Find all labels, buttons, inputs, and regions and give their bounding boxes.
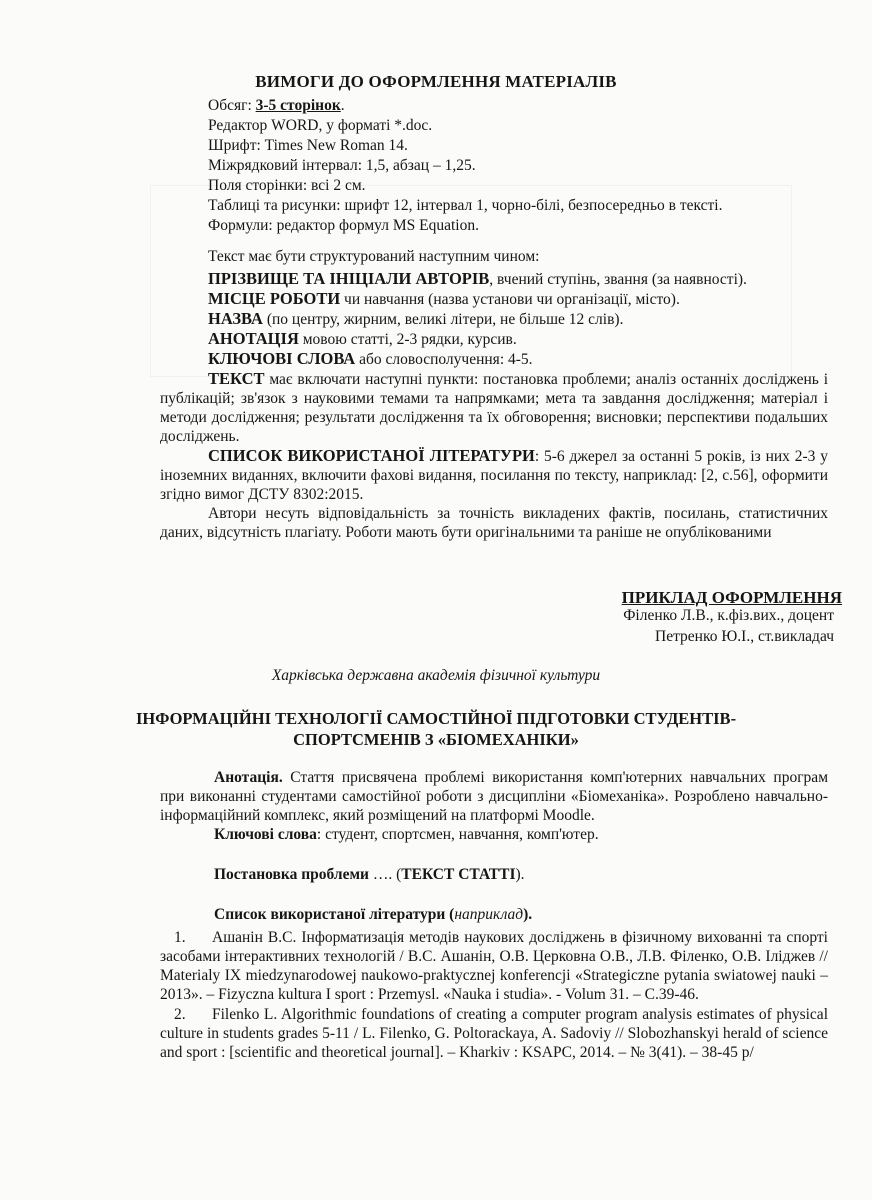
requirement-spacing: Міжрядковий інтервал: 1,5, абзац – 1,25. [208, 157, 476, 174]
abstract-paragraph: Анотація. Стаття присвячена проблемі використання комп'ютерних навчальних програм при виконанні студентами самостійної роботи з дисципліни «Біомеханіка». Розроблено навчально-інформаційний комплекс, який розміщений на платформі Moodle. [160, 769, 828, 824]
requirement-editor: Редактор WORD, у форматі *.doc. [208, 117, 433, 134]
structure-workplace: МІСЦЕ РОБОТИ чи навчання (назва установи чи організації, місто). [208, 289, 680, 308]
references-heading: Список використаної літератури (наприклад). [214, 906, 533, 923]
requirements-list [208, 96, 828, 236]
author-1: Філенко Л.В., к.фіз.вих., доцент [623, 607, 834, 624]
reference-item: 2. Filenko L. Algorithmic foundations of creating a computer program analysis estimates of physical culture in students grades 5-11 / L. Filenko, G. Poltorackaya, A. Sadoviy // Slobozhanskyi herald of science and sport : [scientific and theoretical journal]. – Kharkiv : KSAPC, 2014. – № 3(41). – 38-45 р/ [160, 1006, 828, 1061]
structure-references: СПИСОК ВИКОРИСТАНОЇ ЛІТЕРАТУРИ: 5-6 джерел за останні 5 років, із них 2-3 у іноземних виданнях, включити фахові видання, посилання по тексту, наприклад: [2, с.56], оформити згідно вимог ДСТУ 8302:2015. [160, 446, 828, 503]
references-list [160, 928, 828, 1063]
structure-text: ТЕКСТ має включати наступні пункти: постановка проблеми; аналіз останніх досліджень і публікацій; зв'язок з науковими темами та напрямками; мета та завдання дослідження; матеріал і методи дослідження; результати дослідження та їх обговорення; висновки; перспективи подальших досліджень. [160, 369, 828, 445]
article-title: ІНФОРМАЦІЙНІ ТЕХНОЛОГІЇ САМОСТІЙНОЇ ПІДГОТОВКИ СТУДЕНТІВ- СПОРТСМЕНІВ З «БІОМЕХАНІКИ» [135, 709, 737, 749]
structure-abstract: АНОТАЦІЯ мовою статті, 2-3 рядки, курсив. [208, 329, 517, 348]
requirement-margins: Поля сторінки: всі 2 см. [208, 177, 366, 194]
structure-keywords: КЛЮЧОВІ СЛОВА або словосполучення: 4-5. [208, 349, 533, 368]
requirements-title: ВИМОГИ ДО ОФОРМЛЕННЯ МАТЕРІАЛІВ [255, 72, 617, 91]
reference-item: 1. Ашанін В.С. Інформатизація методів наукових досліджень в фізичному вихованні та спорті засобами інтерактивних технологій / В.С. Ашанін, О.В. Церковна О.В., Л.В. Філенко, О.В. Іліджев // Materialy IX miedzynarodowej naukowo-praktycznej konferencji «Strategiczne pytania swiatowej nauki – 2013». – Fizyczna kultura I sport : Przemysl. «Nauka i studia». - Volum 31. – С.39-46. [160, 929, 828, 1003]
structure-name: НАЗВА (по центру, жирним, великі літери, не більше 12 слів). [208, 309, 624, 328]
example-abstract [160, 768, 828, 844]
structure-intro: Текст має бути структурований наступним чином: [208, 248, 540, 265]
requirement-tables: Таблиці та рисунки: шрифт 12, інтервал 1, чорно-білі, безпосередньо в тексті. [208, 197, 723, 214]
requirement-font: Шрифт: Times New Roman 14. [208, 137, 408, 154]
requirement-volume: Обсяг: 3-5 сторінок. [208, 97, 345, 114]
problem-statement: Постановка проблеми …. (ТЕКСТ СТАТТІ). [214, 866, 525, 883]
structure-section [160, 247, 828, 542]
structure-responsibility: Автори несуть відповідальність за точність викладених фактів, посилань, статистичних даних, відсутність плагіату. Роботи мають бути оригінальними та раніше не опублікованими [160, 505, 828, 541]
volume-value: 3-5 сторінок [255, 97, 341, 114]
example-title: ПРИКЛАД ОФОРМЛЕННЯ [621, 588, 842, 607]
author-2: Петренко Ю.І., ст.викладач [655, 628, 834, 645]
example-institution: Харківська державна академія фізичної культури [271, 667, 601, 684]
example-authors [623, 605, 834, 647]
requirement-formulas: Формули: редактор формул MS Equation. [208, 217, 479, 234]
structure-authors: ПРІЗВИЩЕ ТА ІНІЦІАЛИ АВТОРІВ, вчений ступінь, звання (за наявності). [208, 269, 747, 288]
keywords-paragraph: Ключові слова: студент, спортсмен, навчання, комп'ютер. [214, 826, 599, 843]
